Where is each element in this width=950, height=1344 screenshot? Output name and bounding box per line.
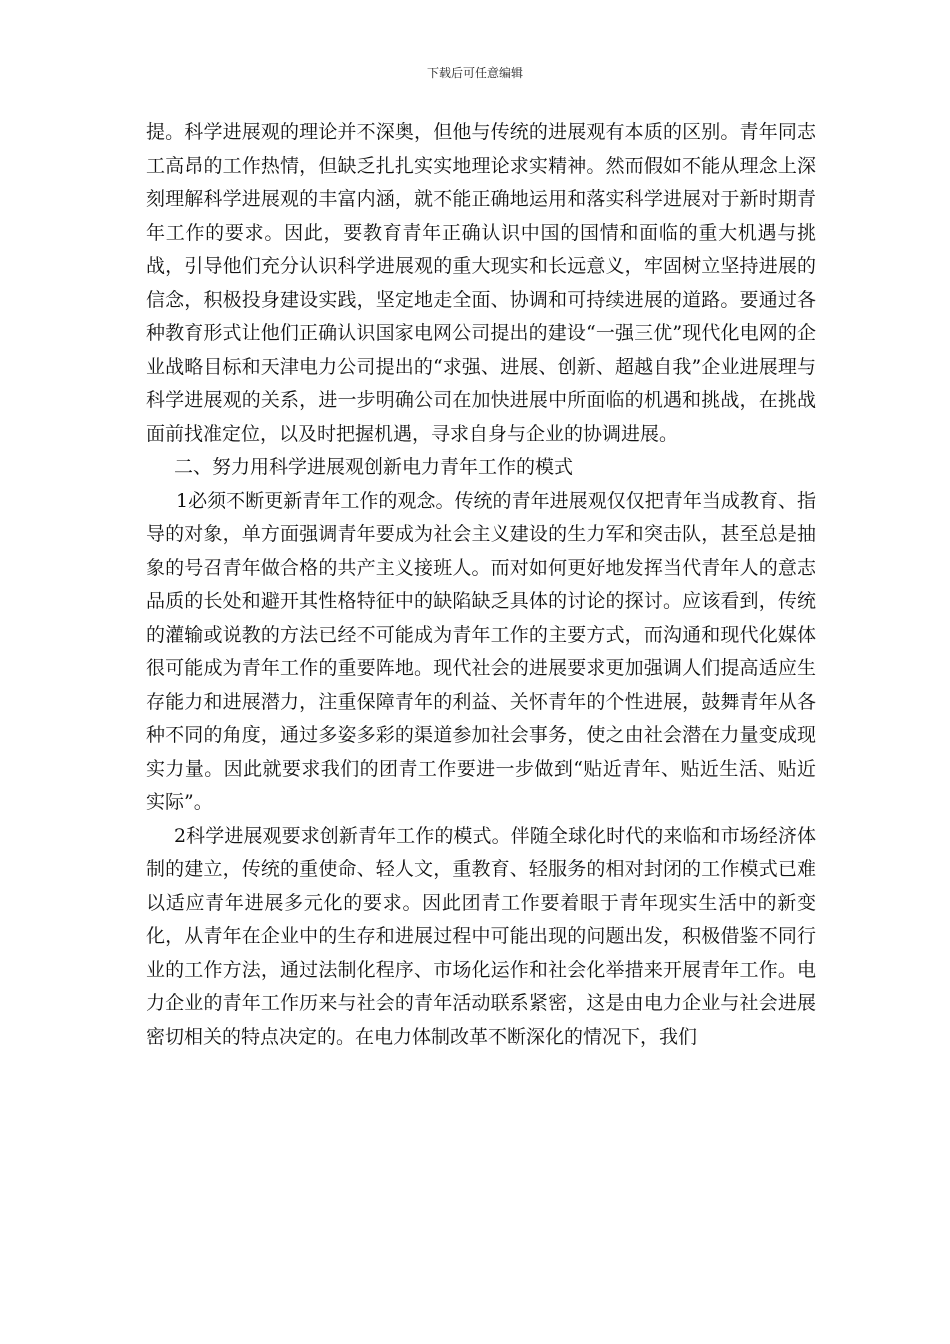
paragraph-intro: 提。科学进展观的理论并不深奥，但他与传统的进展观有本质的区别。青年同志工高昂的工作热情，但缺乏扎扎实实地理论求实精神。然而假如不能从理念上深刻理解科学进展观的丰富内涵，就不能正确地运用和落实科学进展对于新时期青年工作的要求。因此，要教育青年正确认识中国的国情和面临的重大机遇与挑战，引导他们充分认识科学进展观的重大现实和长远意义，牢固树立坚持进展的信念，积极投身建设实践，坚定地走全面、协调和可持续进展的道路。要通过各种教育形式让他们正确认识国家电网公司提出的建设“一强三优”现代化电网的企业战略目标和天津电力公司提出的“求强、进展、创新、超越自我”企业进展理与科学进展观的关系，进一步明确公司在加快进展中所面临的机遇和挑战，在挑战面前找准定位，以及时把握机遇，寻求自身与企业的协调进展。 [146,121,816,445]
document-body [146,116,816,1054]
page-header: 下载后可任意编辑 [426,66,523,80]
paragraph-point-2: 2科学进展观要求创新青年工作的模式。伴随全球化时代的来临和市场经济体制的建立，传统的重使命、轻人文，重教育、轻服务的相对封闭的工作模式已难以适应青年进展多元化的要求。因此团青工作要着眼于青年现实生活中的新变化，从青年在企业中的生存和进展过程中可能出现的问题出发，积极借鉴不同行业的工作方法，通过法制化程序、市场化运作和社会化举措来开展青年工作。电力企业的青年工作历来与社会的青年活动联系紧密，这是由电力企业与社会进展密切相关的特点决定的。在电力体制改革不断深化的情况下，我们 [146,824,816,1048]
section-heading: 二、努力用科学进展观创新电力青年工作的模式 [174,456,574,478]
paragraph-point-1: 1必须不断更新青年工作的观念。传统的青年进展观仅仅把青年当成教育、指导的对象，单方面强调青年要成为社会主义建设的生力军和突击队，甚至总是抽象的号召青年做合格的共产主义接班人。而对如何更好地发挥当代青年人的意志品质的长处和避开其性格特征中的缺陷缺乏具体的讨论的探讨。应该看到，传统的灌输或说教的方法已经不可能成为青年工作的主要方式，而沟通和现代化媒体很可能成为青年工作的重要阵地。现代社会的进展要求更加强调人们提高适应生存能力和进展潜力，注重保障青年的利益、关怀青年的个性进展，鼓舞青年从各种不同的角度，通过多姿多彩的渠道参加社会事务，使之由社会潜在力量变成现实力量。因此就要求我们的团青工作要进一步做到“贴近青年、贴近生活、贴近实际”。 [146,489,816,813]
